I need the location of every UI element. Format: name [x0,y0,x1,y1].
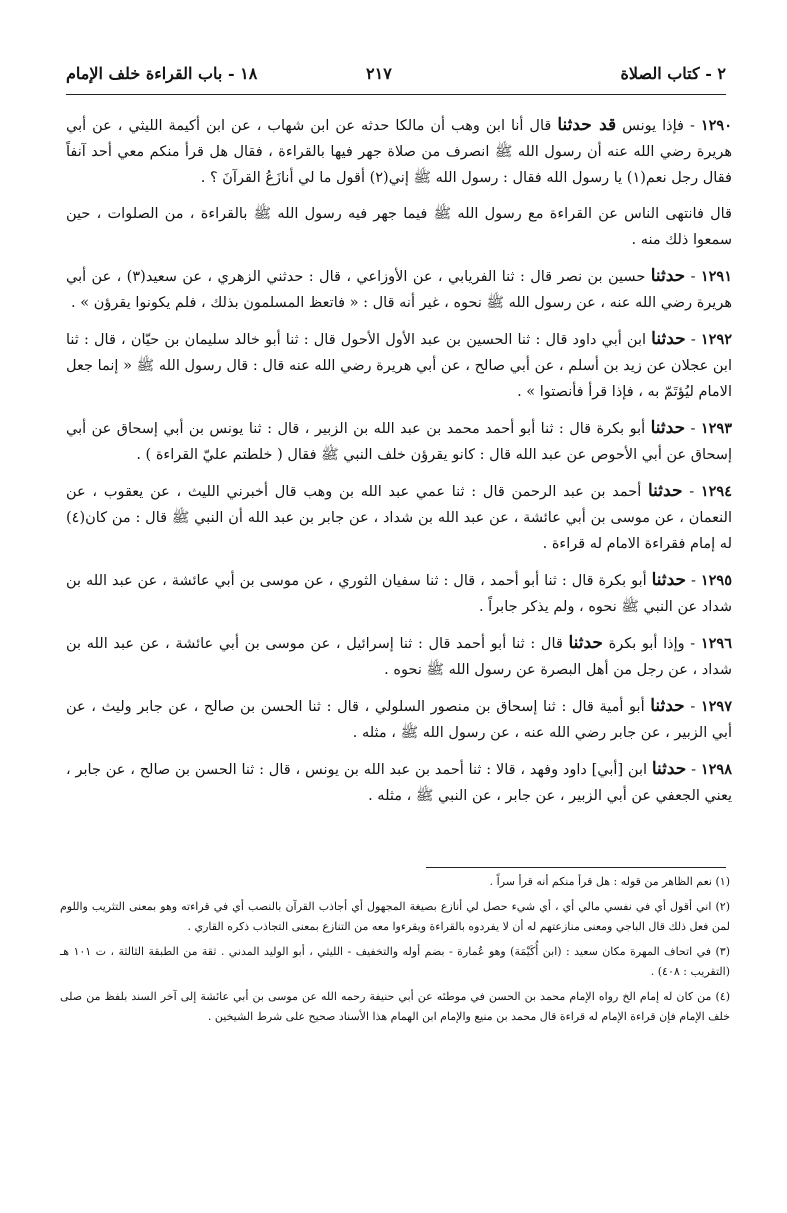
footnote-2: (٢) اني أقول أي في نفسي مالي أي ، أي شيء حصل لي أنازع بصيغة المجهول أي أجاذب القرآن بالنصب أي في قراءته وهو بمعنى التثريب واللوم لمن فعل ذلك قال الباجي ومعنى منازعتهم له أن لا يفردوه بالقراءة ويقرءوا معه من التنازع بمعنى التجاذب ذكره القاري . [60,900,730,933]
hadith-keyword: حدثنا [651,329,686,349]
footnotes-divider [426,867,726,868]
hadith-1291 [66,263,732,316]
running-header [66,58,726,90]
hadith-text: أبو أمية قال : ثنا إسحاق بن منصور السلولي ، قال : ثنا الحسن بن صالح ، عن جابر وليث ، عن أبي الزبير ، عن جابر رضي الله عنه ، عن رسول الله ﷺ ، مثله . [66,699,732,741]
hadith-number: ١٢٩٥ [700,572,733,589]
hadith-prefix: - [690,699,696,715]
hadith-number: ١٢٩٣ [700,420,733,437]
header-book-title: ٢ - كتاب الصلاة [620,64,726,83]
page-number: ٢١٧ [366,64,392,83]
hadith-text: أبو بكرة قال : ثنا أبو أحمد محمد بن عبد الله بن الزبير ، قال : ثنا يونس بن أبي إسحاق عن أبي إسحاق عن أبي الأحوص عن عبد الله قال : كانو يقرؤن خلف النبي ﷺ فقال ( خلطتم عليّ القراءة ) . [66,421,732,463]
hadith-text: حسين بن نصر قال : ثنا الفريابي ، عن الأوزاعي ، قال : حدثني الزهري ، عن سعيد(٣) ، عن أبي هريرة رضي الله عنه ، عن رسول الله ﷺ نحوه ، غير أنه قال : « فاتعظ المسلمون بذلك ، فلم يكونوا يقرؤن » . [66,269,732,311]
hadith-keyword: حدثنا [650,266,686,286]
hadith-prefix: - [690,269,696,285]
header-divider [66,94,726,95]
hadith-text: ابن [أبي] داود وفهد ، قالا : ثنا أحمد بن عبد الله بن يونس ، قال : ثنا الحسن بن صالح ، عن جابر ، يعني الجعفي عن أبي الزبير ، عن جابر ، عن النبي ﷺ ، مثله . [66,762,732,804]
hadith-keyword: حدثنا [648,481,683,501]
hadith-number: ١٢٩٤ [700,483,733,500]
footnote-1: (١) نعم الظاهر من قوله : هل قرأ منكم أنه قرأ سراً . [489,875,730,888]
hadith-number: ١٢٩٢ [700,331,733,348]
hadith-text: أبو بكرة قال : ثنا أبو أحمد ، قال : ثنا سفيان الثوري ، عن موسى بن أبي عائشة ، عن عبد الله بن شداد عن النبي ﷺ نحوه ، ولم يذكر جابراً . [66,573,732,615]
hadith-prefix: - وإذا أبو بكرة [608,636,696,652]
hadith-number: ١٢٩٠ [700,117,732,134]
hadith-text: ابن أبي داود قال : ثنا الحسين بن عبد الأول الأحول قال : ثنا أبو خالد سليمان بن حيّان ، قال : ثنا ابن عجلان عن زيد بن أسلم ، عن أبي صالح ، عن أبي هريرة رضي الله عنه قال : قال رسول الله ﷺ « إنما جعل الامام ليُؤتَمّ به ، فإذا قرأ فأنصتوا » . [66,332,732,400]
hadith-1290 [66,112,732,191]
hadith-prefix: - [690,332,696,348]
hadith-prefix: - فإذا يونس [622,118,695,134]
header-chapter-title: ١٨ - باب القراءة خلف الإمام [66,64,258,83]
hadith-text: أحمد بن عبد الرحمن قال : ثنا عمي عبد الله بن وهب قال أخبرني الليث ، عن يعقوب ، عن النعمان ، عن موسى بن أبي عائشة ، عن عبد الله بن شداد ، عن جابر بن عبد الله أن النبي ﷺ قال : من كان(٤) له إمام فقراءة الامام له قراءة . [66,484,732,552]
hadith-number: ١٢٩٧ [700,698,733,715]
hadith-prefix: - [689,484,695,500]
hadith-keyword: حدثنا [651,570,687,590]
hadith-1292 [66,326,732,405]
hadith-text: قال : ثنا أبو أحمد قال : ثنا إسرائيل ، عن موسى بن أبي عائشة ، عن عبد الله بن شداد ، عن رجل من أهل البصرة عن رسول الله ﷺ نحوه . [66,636,732,678]
hadith-list [66,112,732,819]
hadith-1297 [66,693,732,746]
hadith-keyword: حدثنا [651,759,687,779]
hadith-text: قال أنا ابن وهب أن مالكا حدثه عن ابن شهاب ، عن ابن أكيمة الليثي ، عن أبي هريرة رضي الله عنه أن رسول الله ﷺ انصرف من صلاة جهر فيها بالقراءة ، فقال هل قرأ منكم معي أحد آنفاً فقال رجل نعم(١) يا رسول الله فقال : رسول الله ﷺ إني(٢) أقول ما لي أنازَعُ القرآنَ ؟ . [66,118,732,186]
hadith-prefix: - [691,762,697,778]
hadith-1293 [66,415,732,468]
hadith-number: ١٢٩٨ [700,761,733,778]
hadith-keyword: حدثنا [568,633,603,653]
hadith-1294 [66,478,732,557]
hadith-keyword: حدثنا [650,418,686,438]
hadith-prefix: - [691,573,696,589]
footnotes [60,872,730,1032]
hadith-1295 [66,567,732,620]
hadith-1296 [66,630,732,683]
footnote-3: (٣) في اتحاف المهرة مكان سعيد : (ابن أُكَيْمَة) وهو عُمارة - بضم أوله والتخفيف - الليثي ، أبو الوليد المدني . ثقة من الطبقة الثالثة ، ت ١٠١ هـ (التقريب : ٤٠٨) . [60,945,730,978]
hadith-number: ١٢٩٦ [700,635,732,652]
footnote-4: (٤) من كان له إمام الخ رواه الإمام محمد بن الحسن في موطئه عن أبي حنيفة رحمه الله عن موسى بن أبي عائشة إلى آخر السند بلفظ من صلى خلف الإمام فإن قراءة الإمام له قراءة قال محمد بن منيع والإمام ابن الهمام هذا الأسناد صحيح على شرط الشيخين . [60,990,730,1023]
hadith-number: ١٢٩١ [700,268,733,285]
hadith-prefix: - [690,421,696,437]
hadith-text: قال فانتهى الناس عن القراءة مع رسول الله ﷺ فيما جهر فيه رسول الله ﷺ بالقراءة ، من الصلوات ، حين سمعوا ذلك منه . [66,206,732,248]
hadith-1290-continuation [66,201,732,253]
hadith-1298 [66,756,732,809]
hadith-keyword: قد حدثنا [557,115,617,135]
hadith-keyword: حدثنا [650,696,685,716]
